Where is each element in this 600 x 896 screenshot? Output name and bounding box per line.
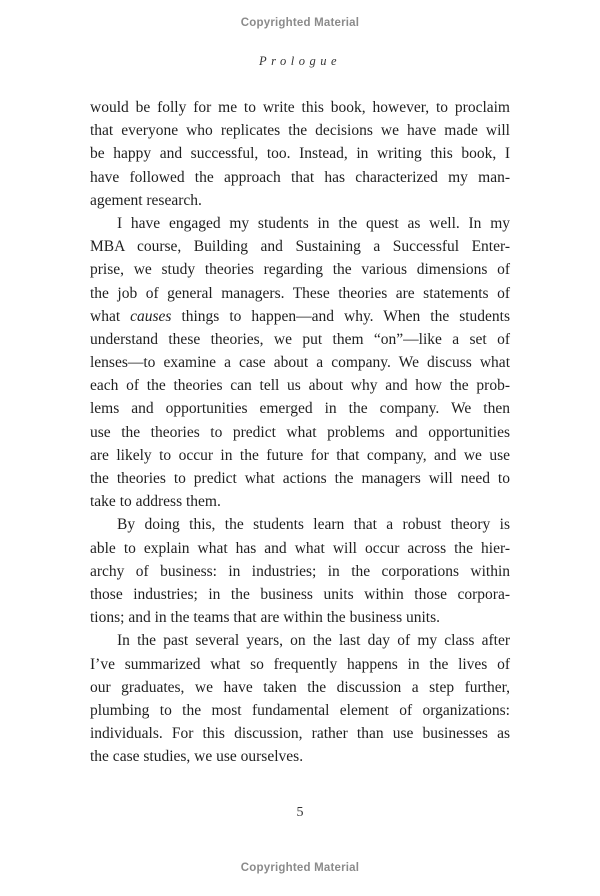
body-line: the theories to predict what actions the managers will need to (90, 470, 510, 487)
body-line: archy of business: in industries; in the corporations within (90, 562, 510, 580)
body-line: have followed the approach that has characterized my man- (90, 168, 510, 186)
body-text (90, 96, 510, 768)
body-line: take to address them. (90, 493, 221, 511)
body-line: that everyone who replicates the decisions we have made will (90, 122, 510, 140)
body-line: agement research. (90, 191, 202, 209)
body-line: what causes things to happen—and why. When the students (90, 307, 510, 325)
body-line: each of the theories can tell us about why and how the prob- (90, 377, 510, 395)
body-line: those industries; in the business units within those corpora- (90, 585, 510, 603)
copyright-notice-bottom: Copyrighted Material (240, 862, 360, 874)
body-line: In the past several years, on the last day of my class after (117, 632, 510, 650)
body-line: lenses—to examine a case about a company. We discuss what (90, 354, 510, 372)
body-line: tions; and in the teams that are within the business units. (90, 609, 440, 627)
body-line: use the theories to predict what problems and opportunities (90, 423, 510, 441)
body-line: plumbing to the most fundamental element of organizations: (90, 701, 510, 719)
body-line: are likely to occur in the future for that company, and we use (90, 446, 510, 464)
body-line: lems and opportunities emerged in the company. We then (90, 400, 510, 418)
body-line: would be folly for me to write this book, however, to proclaim (90, 99, 510, 116)
body-line: prise, we study theories regarding the various dimensions of (90, 261, 510, 279)
chapter-header: Prologue (258, 54, 342, 68)
body-line: I’ve summarized what so frequently happens in the lives of (90, 655, 510, 673)
body-line: the job of general managers. These theories are statements of (90, 284, 510, 302)
body-line: understand these theories, we put them “on”—like a set of (90, 330, 510, 348)
body-line: By doing this, the students learn that a robust theory is (117, 516, 510, 534)
body-line: the case studies, we use ourselves. (90, 748, 304, 766)
body-line: able to explain what has and what will occur across the hier- (90, 539, 510, 557)
body-line: MBA course, Building and Sustaining a Successful Enter- (90, 238, 510, 256)
body-line: our graduates, we have taken the discussion a step further, (90, 678, 510, 696)
body-line: be happy and successful, too. Instead, in writing this book, I (90, 145, 510, 163)
copyright-notice-top: Copyrighted Material (240, 17, 360, 29)
page-number: 5 (296, 805, 304, 820)
body-line: individuals. For this discussion, rather than use businesses as (90, 725, 510, 743)
body-line: I have engaged my students in the quest as well. In my (117, 214, 510, 232)
